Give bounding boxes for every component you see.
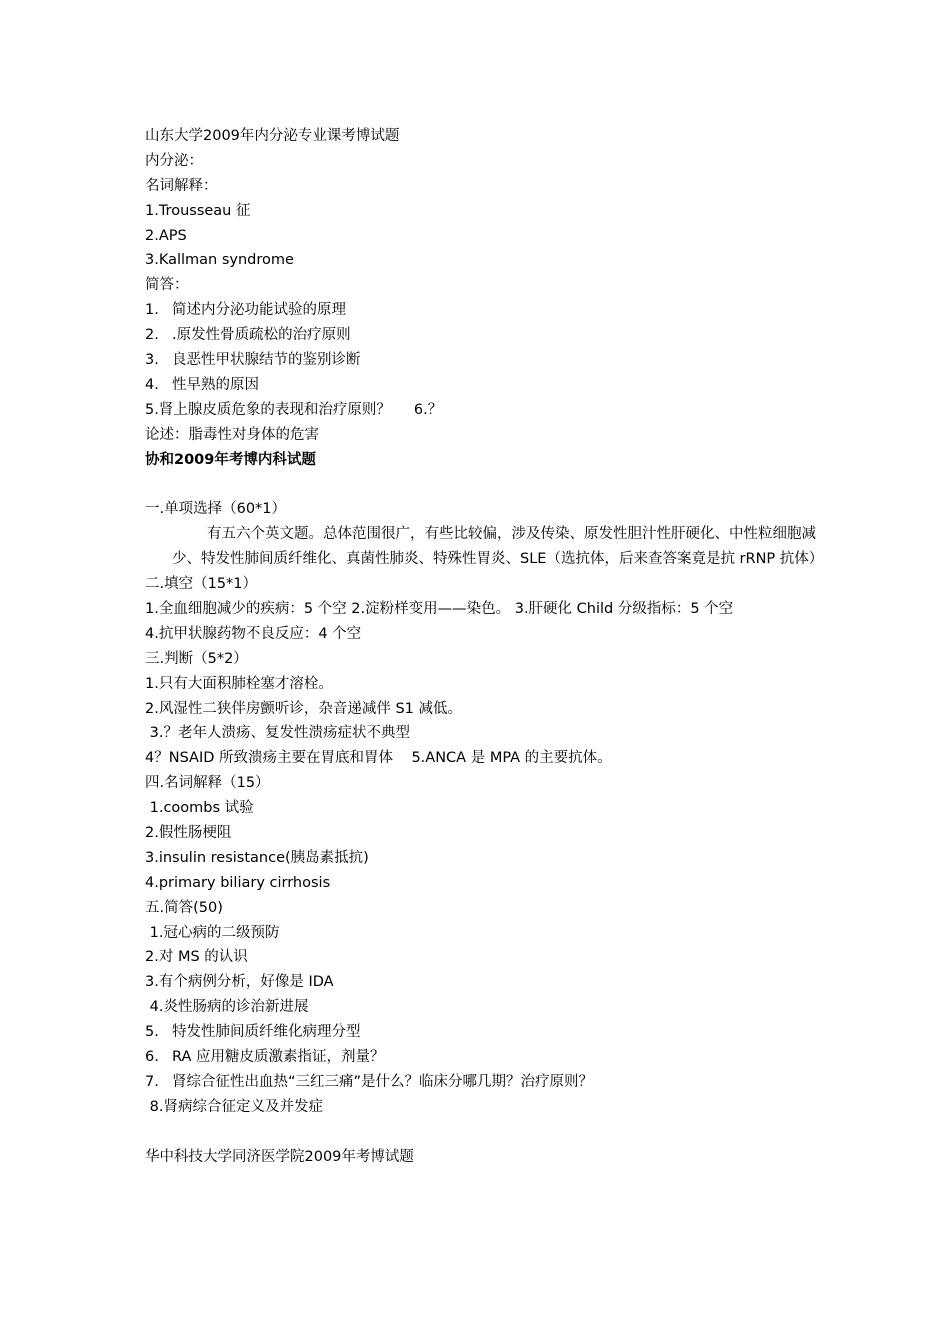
question-text: 简述内分泌功能试验的原理 [172, 302, 346, 319]
question-number: 4. [145, 376, 159, 393]
xh-section-5-item: 8.肾病综合征定义及并发症 [145, 1098, 323, 1115]
sd-term: 1.Trousseau 征 [145, 202, 251, 219]
xh-section-2-heading: 二.填空（15*1） [145, 576, 258, 593]
xh-section-4-heading: 四.名词解释（15） [145, 775, 270, 792]
xh-section-2-line: 4.抗甲状腺药物不良反应：4 个空 [145, 625, 362, 642]
xh-section-3-heading: 三.判断（5*2） [145, 650, 248, 667]
xh-section-3-item: 4？NSAID 所致溃疡主要在胃底和胃体 5.ANCA 是 MPA 的主要抗体。 [145, 750, 612, 767]
question-number: 7. [145, 1073, 159, 1090]
sd-lunshu: 论述：脂毒性对身体的危害 [145, 426, 319, 443]
xh-section-5-item [145, 1070, 825, 1095]
sd-question [145, 348, 825, 373]
sd-term: 3.Kallman syndrome [145, 252, 294, 269]
question-text: 特发性肺间质纤维化病理分型 [172, 1024, 361, 1041]
xh-section-5-heading: 五.简答(50) [145, 899, 223, 916]
question-text: RA 应用糖皮质激素指证，剂量？ [172, 1049, 385, 1065]
sd-question-5: 5.肾上腺皮质危象的表现和治疗原则？ 6.？ [145, 401, 443, 418]
xh-section-4-item: 4.primary biliary cirrhosis [145, 874, 331, 891]
hz-title: 华中科技大学同济医学院2009年考博试题 [145, 1148, 414, 1165]
xh-section-5-item [145, 1045, 825, 1070]
xh-title: 协和2009年考博内科试题 [145, 451, 316, 468]
spacer [145, 1120, 825, 1145]
sd-question [145, 323, 825, 348]
question-number: 5. [145, 1024, 159, 1041]
spacer [145, 472, 825, 497]
xh-section-5-item: 4.炎性肠病的诊治新进展 [145, 999, 309, 1016]
sd-question [145, 373, 825, 398]
sd-term: 2.APS [145, 227, 187, 244]
xh-section-5-item: 2.对 MS 的认识 [145, 949, 248, 966]
question-number: 6. [145, 1049, 159, 1065]
xh-section-5-item: 1.冠心病的二级预防 [145, 924, 280, 941]
xh-section-1-heading: 一.单项选择（60*1） [145, 501, 287, 518]
xh-section-4-item: 1.coombs 试验 [145, 800, 254, 817]
xh-section-3-item: 1.只有大面积肺栓塞才溶栓。 [145, 675, 333, 692]
question-text: .原发性骨质疏松的治疗原则 [172, 327, 351, 344]
question-text: 良恶性甲状腺结节的鉴别诊断 [172, 352, 361, 369]
question-text: 肾综合征性出血热“三红三痛”是什么？临床分哪几期？治疗原则？ [172, 1073, 594, 1090]
xh-section-3-item: 3.？老年人溃疡、复发性溃疡症状不典型 [145, 725, 410, 742]
xh-section-5-item [145, 1020, 825, 1045]
question-number: 3. [145, 352, 159, 369]
xh-section-5-item: 3.有个病例分析，好像是 IDA [145, 974, 334, 991]
question-text: 性早熟的原因 [172, 376, 259, 393]
sd-title: 山东大学2009年内分泌专业课考博试题 [145, 128, 400, 144]
xh-section-2-line: 1.全血细胞减少的疾病：5 个空 2.淀粉样变用——染色。 3.肝硬化 Child 分级指标：5 个空 [145, 600, 734, 617]
sd-mingci-heading: 名词解释： [145, 177, 218, 194]
sd-jianda-heading: 简答： [145, 277, 189, 294]
question-number: 2. [145, 327, 159, 344]
document-page [145, 124, 825, 1169]
xh-section-4-item: 2.假性肠梗阻 [145, 824, 232, 841]
sd-subject: 内分泌： [145, 152, 203, 169]
question-number: 1. [145, 302, 159, 319]
xh-section-3-item: 2.风湿性二狭伴房颤听诊，杂音递减伴 S1 减低。 [145, 700, 462, 717]
xh-section-4-item: 3.insulin resistance(胰岛素抵抗) [145, 849, 369, 866]
xh-section-1-paragraph: 有五六个英文题。总体范围很广，有些比较偏，涉及传染、原发性胆汁性肝硬化、中性粒细胞减少、特发性肺间质纤维化、真菌性肺炎、特殊性胃炎、SLE（选抗体，后来查答案竟是抗 rRNP 抗体） [172, 526, 824, 568]
sd-question [145, 298, 825, 323]
